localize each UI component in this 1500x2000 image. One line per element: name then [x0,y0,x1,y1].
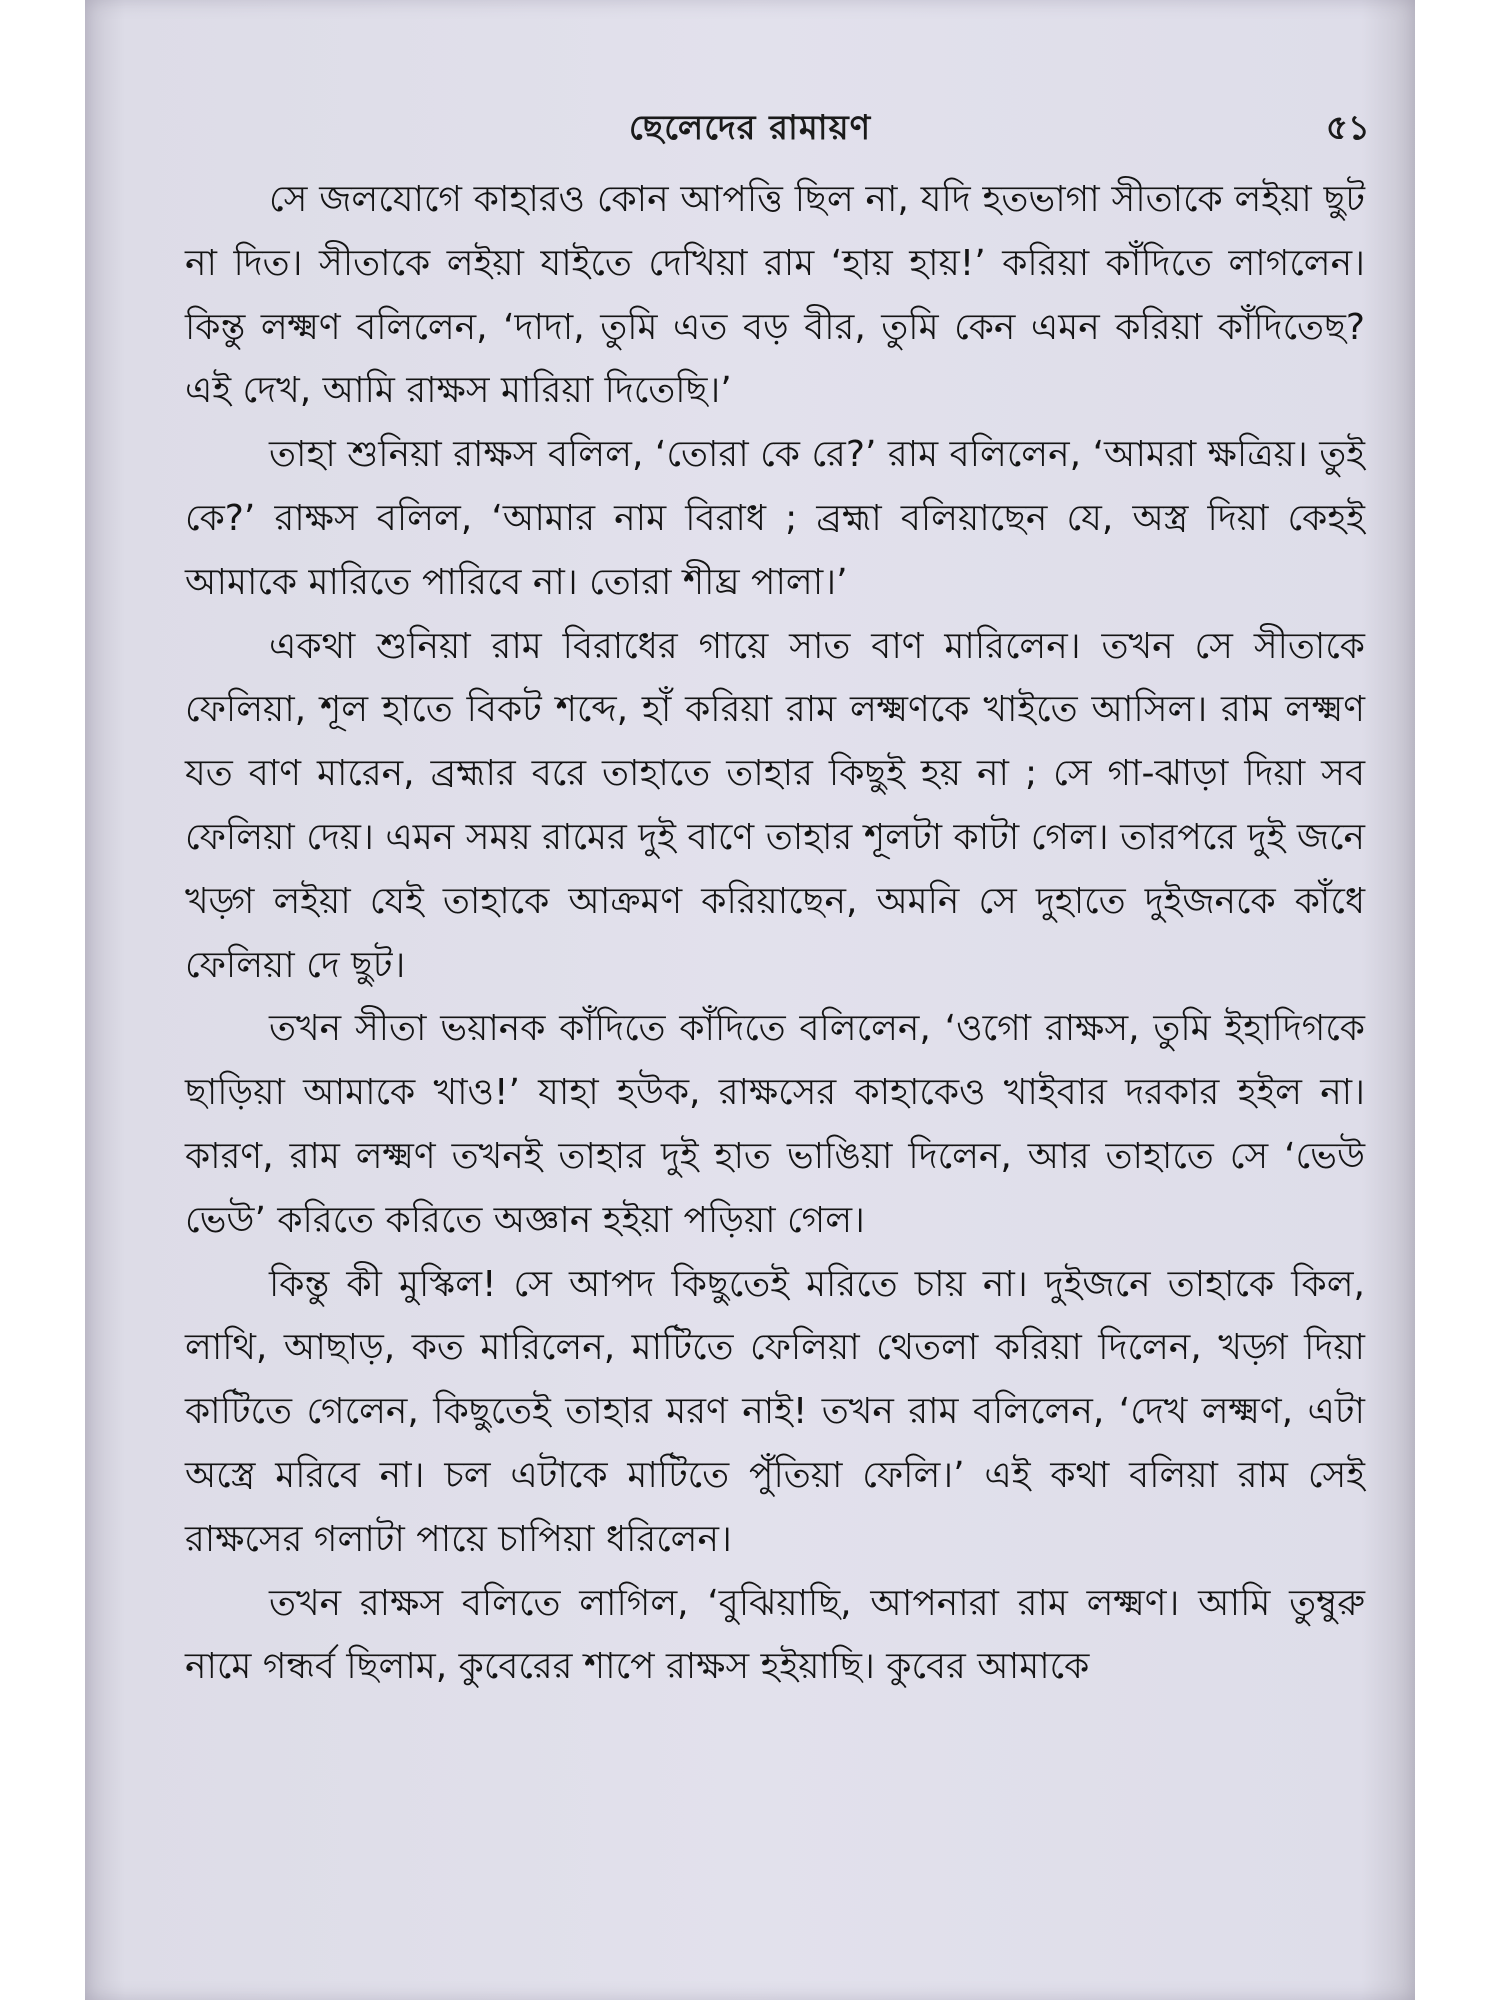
page-header [85,100,1415,160]
paragraph: তখন রাক্ষস বলিতে লাগিল, ‘বুঝিয়াছি, আপনারা রাম লক্ষ্মণ। আমি তুম্বুরু নামে গন্ধর্ব ছিলাম, কুবেরের শাপে রাক্ষস হইয়াছি। কুবের আমাকে [185,1582,1365,1688]
running-title: ছেলেদের রামায়ণ [628,108,872,148]
body-text [185,168,1365,1699]
page-number: ৫১ [1325,108,1370,148]
paragraph: তখন সীতা ভয়ানক কাঁদিতে কাঁদিতে বলিলেন, ‘ওগো রাক্ষস, তুমি ইহাদিগকে ছাড়িয়া আমাকে খাও!’ যাহা হউক, রাক্ষসের কাহাকেও খাইবার দরকার হইল না। কারণ, রাম লক্ষ্মণ তখনই তাহার দুই হাত ভাঙিয়া দিলেন, আর তাহাতে সে ‘ভেউ ভেউ’ করিতে করিতে অজ্ঞান হইয়া পড়িয়া গেল। [185,1008,1365,1241]
paragraph: তাহা শুনিয়া রাক্ষস বলিল, ‘তোরা কে রে?’ রাম বলিলেন, ‘আমরা ক্ষত্রিয়। তুই কে?’ রাক্ষস বলিল, ‘আমার নাম বিরাধ ; ব্রহ্মা বলিয়াছেন যে, অস্ত্র দিয়া কেহই আমাকে মারিতে পারিবে না। তোরা শীঘ্র পালা।’ [185,434,1365,603]
paragraph: কিন্তু কী মুস্কিল! সে আপদ কিছুতেই মরিতে চায় না। দুইজনে তাহাকে কিল, লাথি, আছাড়, কত মারিলেন, মাটিতে ফেলিয়া থেতলা করিয়া দিলেন, খড়্গ দিয়া কাটিতে গেলেন, কিছুতেই তাহার মরণ নাই! তখন রাম বলিলেন, ‘দেখ লক্ষ্মণ, এটা অস্ত্রে মরিবে না। চল এটাকে মাটিতে পুঁতিয়া ফেলি।’ এই কথা বলিয়া রাম সেই রাক্ষসের গলাটা পায়ে চাপিয়া ধরিলেন। [185,1263,1365,1560]
paragraph: একথা শুনিয়া রাম বিরাধের গায়ে সাত বাণ মারিলেন। তখন সে সীতাকে ফেলিয়া, শূল হাতে বিকট শব্দে, হাঁ করিয়া রাম লক্ষ্মণকে খাইতে আসিল। রাম লক্ষ্মণ যত বাণ মারেন, ব্রহ্মার বরে তাহাতে তাহার কিছুই হয় না ; সে গা-ঝাড়া দিয়া সব ফেলিয়া দেয়। এমন সময় রামের দুই বাণে তাহার শূলটা কাটা গেল। তারপরে দুই জনে খড়্গ লইয়া যেই তাহাকে আক্রমণ করিয়াছেন, অমনি সে দুহাতে দুইজনকে কাঁধে ফেলিয়া দে ছুট। [185,625,1365,986]
book-page [85,0,1415,2000]
paragraph: সে জলযোগে কাহারও কোন আপত্তি ছিল না, যদি হতভাগা সীতাকে লইয়া ছুট না দিত। সীতাকে লইয়া যাইতে দেখিয়া রাম ‘হায় হায়!’ করিয়া কাঁদিতে লাগলেন। কিন্তু লক্ষ্মণ বলিলেন, ‘দাদা, তুমি এত বড় বীর, তুমি কেন এমন করিয়া কাঁদিতেছ? এই দেখ, আমি রাক্ষস মারিয়া দিতেছি।’ [185,179,1365,412]
